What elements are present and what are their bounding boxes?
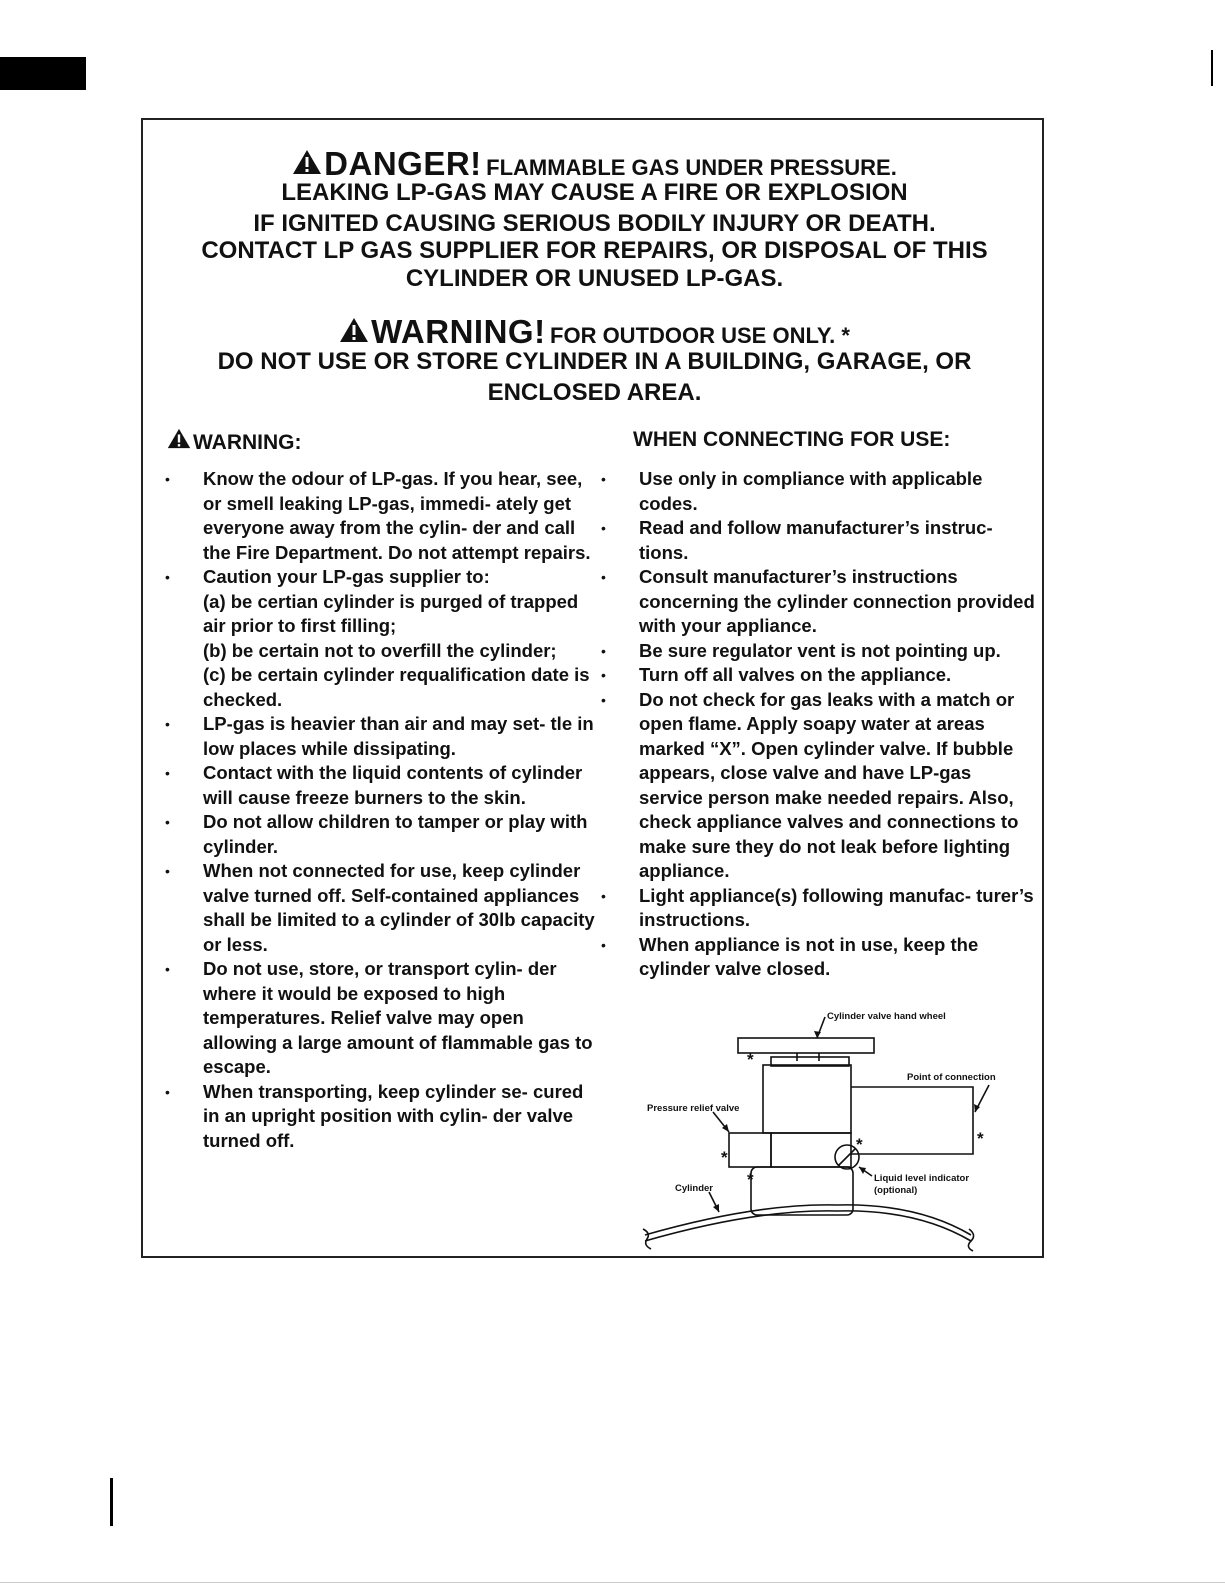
cylinder-valve-diagram — [637, 1005, 1037, 1255]
liquid-level-label: Liquid level indicator — [874, 1173, 970, 1184]
list-item: • LP-gas is heavier than air and may set- tle in low places while dissipating. — [167, 712, 599, 761]
leak-check-mark: * — [747, 1170, 754, 1189]
cylinder-label: Cylinder — [675, 1183, 714, 1194]
list-item: • Be sure regulator vent is not pointing up. — [603, 639, 1035, 664]
leak-check-mark: * — [721, 1148, 728, 1167]
list-item: • Contact with the liquid contents of cylinder will cause freeze burners to the skin. — [167, 761, 599, 810]
list-item: • Do not allow children to tamper or play with cylinder. — [167, 810, 599, 859]
right-connecting-list — [603, 467, 1035, 982]
list-item: • When not connected for use, keep cylinder valve turned off. Self-contained appliances shall be limited to a cylinder of 30lb capacity or less. — [167, 859, 599, 957]
danger-line-2: IF IGNITED CAUSING SERIOUS BODILY INJURY OR DEATH. — [253, 210, 936, 237]
left-warning-list — [167, 467, 599, 1153]
leak-check-mark: * — [747, 1050, 754, 1069]
list-item: • Caution your LP-gas supplier to: (a) be certian cylinder is purged of trapped air prior to first filling; (b) be certain not to overfill the cylinder; (c) be certain cylinder requalification date is checked. — [167, 565, 599, 712]
warning-triangle-icon — [292, 149, 322, 175]
liquid-level-optional-label: (optional) — [874, 1185, 918, 1196]
leak-check-mark: * — [977, 1129, 984, 1148]
danger-line-4: CYLINDER OR UNUSED LP-GAS. — [405, 265, 784, 292]
list-item: • Light appliance(s) following manufac- turer’s instructions. — [603, 884, 1035, 933]
warning-line-2: ENCLOSED AREA. — [487, 379, 702, 406]
page-corner-tab — [0, 57, 86, 90]
list-item: • Consult manufacturer’s instructions concerning the cylinder connection provided with your appliance. — [603, 565, 1035, 639]
left-column-heading — [167, 428, 302, 455]
list-item: • Turn off all valves on the appliance. — [603, 663, 1035, 688]
left-heading-text: WARNING: — [193, 431, 302, 454]
list-item: • Know the odour of LP-gas. If you hear, see, or smell leaking LP-gas, immedi- ately get everyone away from the cylin- der and call the Fire Department. Do not attempt repairs. — [167, 467, 599, 565]
warning-lead: FOR OUTDOOR USE ONLY. * — [550, 323, 850, 348]
page-bottom-edge — [0, 1582, 1225, 1583]
hand-wheel-shape — [738, 1038, 874, 1053]
danger-word: DANGER! — [324, 145, 482, 182]
leak-check-mark: * — [856, 1135, 863, 1154]
list-item: • When transporting, keep cylinder se- cured in an upright position with cylin- der valve turned off. — [167, 1080, 599, 1154]
pressure-relief-shape — [729, 1133, 771, 1167]
list-item: • Read and follow manufacturer’s instruc- tions. — [603, 516, 1035, 565]
hand-wheel-label: Cylinder valve hand wheel — [827, 1011, 946, 1022]
warning-triangle-icon — [339, 317, 369, 343]
danger-lead: FLAMMABLE GAS UNDER PRESSURE. — [486, 155, 897, 180]
point-of-connection-label: Point of connection — [907, 1072, 996, 1083]
list-item: • Use only in compliance with applicable codes. — [603, 467, 1035, 516]
valve-body-shape — [763, 1065, 851, 1133]
warning-line-1: DO NOT USE OR STORE CYLINDER IN A BUILDING, GARAGE, OR — [217, 348, 972, 375]
danger-line-1: LEAKING LP-GAS MAY CAUSE A FIRE OR EXPLOSION — [281, 179, 908, 206]
crop-mark-right — [1211, 50, 1213, 86]
warning-triangle-icon — [167, 428, 191, 449]
list-item: • When appliance is not in use, keep the cylinder valve closed. — [603, 933, 1035, 982]
danger-line-3: CONTACT LP GAS SUPPLIER FOR REPAIRS, OR DISPOSAL OF THIS — [201, 237, 988, 264]
right-column-heading: WHEN CONNECTING FOR USE: — [633, 428, 951, 451]
crop-mark-bottom — [110, 1478, 113, 1526]
list-item: • Do not check for gas leaks with a match or open flame. Apply soapy water at areas marked “X”. Open cylinder valve. If bubble appears, close valve and have LP-gas service person make needed repairs. Also, check appliance valves and connections to make sure they do not leak before lighting appliance. — [603, 688, 1035, 884]
pressure-relief-label: Pressure relief valve — [647, 1103, 740, 1114]
list-item: • Do not use, store, or transport cylin- der where it would be exposed to high temperatures. Relief valve may open allowing a large amount of flammable gas to escape. — [167, 957, 599, 1080]
warning-word: WARNING! — [371, 313, 546, 350]
